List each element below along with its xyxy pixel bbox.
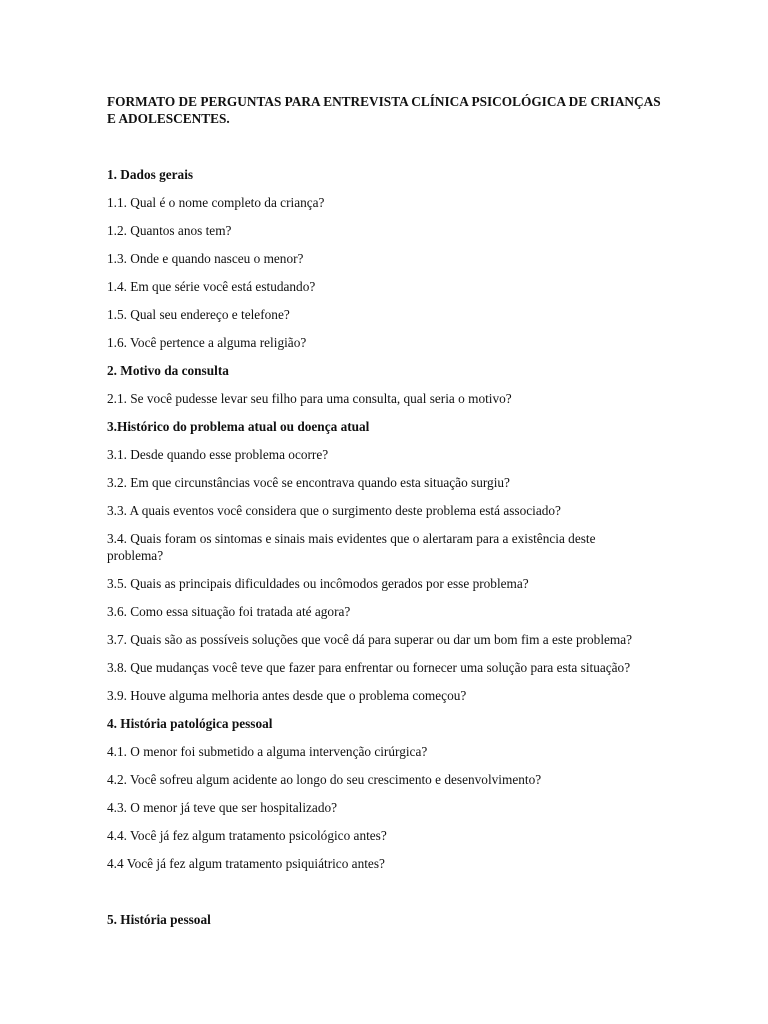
section-heading-historia-pessoal: 5. História pessoal: [107, 912, 211, 927]
question-4-2: 4.2. Você sofreu algum acidente ao longo do seu crescimento e desenvolvimento?: [107, 772, 542, 787]
question-1-4: 1.4. Em que série você está estudando?: [107, 279, 316, 294]
question-3-1: 3.1. Desde quando esse problema ocorre?: [107, 447, 329, 462]
question-4-3: 4.3. O menor já teve que ser hospitalizado?: [107, 800, 338, 815]
document-title: FORMATO DE PERGUNTAS PARA ENTREVISTA CLÍNICA PSICOLÓGICA DE CRIANÇAS E ADOLESCENTES.: [107, 94, 661, 126]
question-3-4: 3.4. Quais foram os sintomas e sinais mais evidentes que o alertaram para a existência deste problema?: [107, 531, 596, 563]
question-3-8: 3.8. Que mudanças você teve que fazer para enfrentar ou fornecer uma solução para esta situação?: [107, 660, 631, 675]
section-heading-motivo-consulta: 2. Motivo da consulta: [107, 363, 229, 378]
question-1-3: 1.3. Onde e quando nasceu o menor?: [107, 251, 304, 266]
section-heading-historia-patologica: 4. História patológica pessoal: [107, 716, 273, 731]
question-1-1: 1.1. Qual é o nome completo da criança?: [107, 195, 325, 210]
question-1-5: 1.5. Qual seu endereço e telefone?: [107, 307, 290, 322]
question-3-7: 3.7. Quais são as possíveis soluções que você dá para superar ou dar um bom fim a este problema?: [107, 632, 633, 647]
question-2-1: 2.1. Se você pudesse levar seu filho para uma consulta, qual seria o motivo?: [107, 391, 512, 406]
question-4-4b: 4.4 Você já fez algum tratamento psiquiátrico antes?: [107, 856, 385, 871]
question-1-6: 1.6. Você pertence a alguma religião?: [107, 335, 307, 350]
question-3-9: 3.9. Houve alguma melhoria antes desde que o problema começou?: [107, 688, 467, 703]
question-3-5: 3.5. Quais as principais dificuldades ou incômodos gerados por esse problema?: [107, 576, 529, 591]
question-3-3: 3.3. A quais eventos você considera que o surgimento deste problema está associado?: [107, 503, 561, 518]
section-heading-dados-gerais: 1. Dados gerais: [107, 167, 194, 182]
question-4-1: 4.1. O menor foi submetido a alguma intervenção cirúrgica?: [107, 744, 428, 759]
question-1-2: 1.2. Quantos anos tem?: [107, 223, 232, 238]
question-4-4: 4.4. Você já fez algum tratamento psicológico antes?: [107, 828, 387, 843]
question-3-2: 3.2. Em que circunstâncias você se encontrava quando esta situação surgiu?: [107, 475, 510, 490]
section-heading-historico-problema: 3.Histórico do problema atual ou doença atual: [107, 419, 370, 434]
question-3-6: 3.6. Como essa situação foi tratada até agora?: [107, 604, 351, 619]
